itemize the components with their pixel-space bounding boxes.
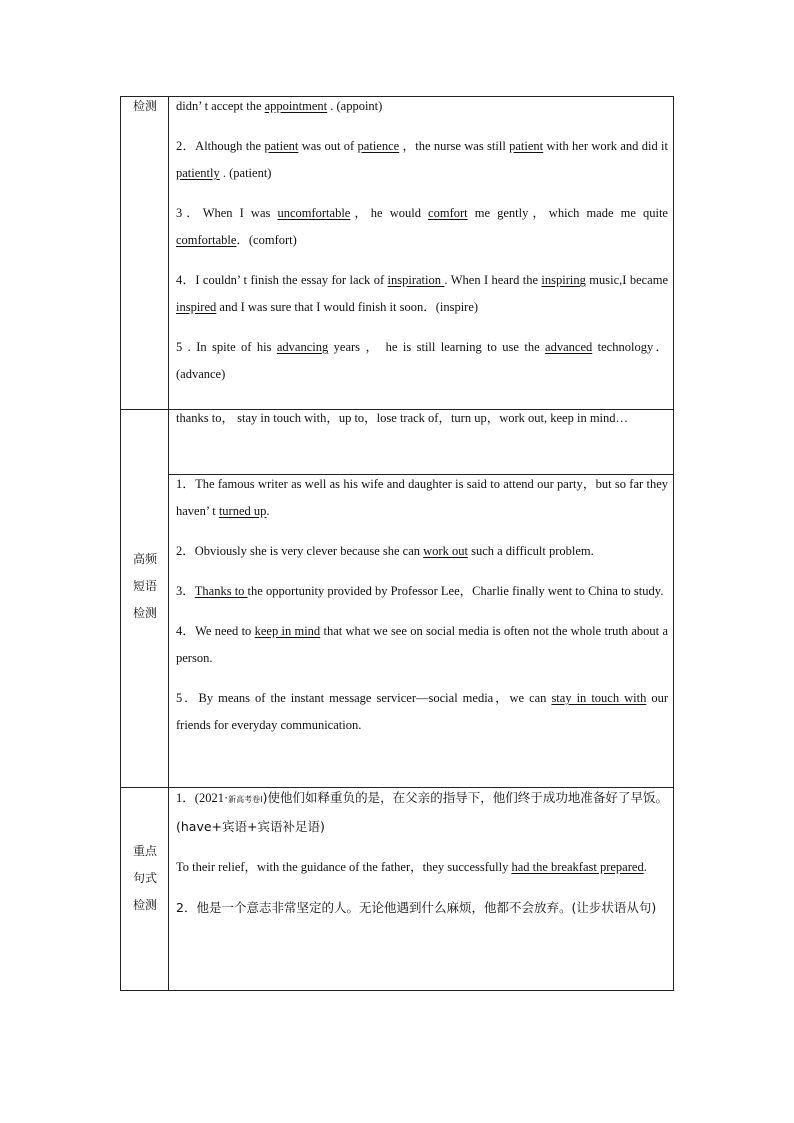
- source-tag: 新高考卷Ⅰ: [228, 795, 263, 804]
- section2-content: [176, 471, 668, 739]
- s1-answer: inspiring: [541, 273, 586, 287]
- s1-answer: patient: [509, 139, 544, 153]
- s3-item-1-cn: 1．(2021·新高考卷Ⅰ)使他们如释重负的是，在父亲的指导下，他们终于成功地准备好了早饭。(have+宾语+宾语补足语): [176, 790, 668, 834]
- s2-item-3: 4．We need to keep in mind that what we see on social media is often not the whole truth about a person.: [176, 624, 668, 665]
- s1-answer: inspiration: [387, 273, 445, 287]
- s2-item-2: 3．Thanks to the opportunity provided by Professor Lee，Charlie finally went to China to study.: [176, 584, 664, 598]
- s1-answer: uncomfortable: [277, 206, 351, 220]
- s1-answer: patient: [264, 139, 299, 153]
- s1-item-4: 5 . In spite of his advancing years ， he is still learning to use the advanced technology．(advance): [176, 340, 668, 381]
- section3-content: [176, 784, 668, 921]
- section2-label: 高频 短语 检测: [132, 552, 157, 620]
- worksheet-table: [120, 96, 674, 991]
- s1-item-3: 4．I couldn’ t finish the essay for lack of inspiration . When I heard the inspiring music,I became inspired and I was sure that I would finish it soon．(inspire): [176, 273, 669, 314]
- s1-answer: comfortable: [176, 233, 237, 247]
- s2-answer-1: work out: [423, 544, 468, 558]
- s1-answer: advancing: [276, 340, 329, 354]
- s2-item-1: 2．Obviously she is very clever because she can work out such a difficult problem.: [176, 544, 594, 558]
- s1-item-2: 3．When I was uncomfortable，he would comfort me gently，which made me quite comfortable．(comfort): [176, 206, 668, 247]
- section1-label: 检测: [132, 99, 157, 113]
- s2-item-0: 1．The famous writer as well as his wife and daughter is said to attend our party，but so far they haven’ t turned up.: [176, 477, 668, 518]
- s2-item-4: 5．By means of the instant message servicer—social media，we can stay in touch with our friends for everyday communication.: [176, 691, 668, 732]
- phrase-bank: thanks to， stay in touch with，up to，lose track of，turn up，work out, keep in mind…: [176, 411, 629, 425]
- s1-item-0: didn’ t accept the appointment . (appoint): [176, 99, 383, 113]
- s1-answer: patiently: [176, 166, 220, 180]
- section1-content: [176, 93, 668, 388]
- s3-answer-1: had the breakfast prepared: [511, 860, 644, 874]
- s3-item-2-cn: 2．他是一个意志非常坚定的人。无论他遇到什么麻烦，他都不会放弃。(让步状语从句): [176, 900, 657, 915]
- s2-answer-2: Thanks to: [194, 584, 248, 598]
- s1-answer: comfort: [428, 206, 468, 220]
- s1-item-1: 2．Although the patient was out of patience ，the nurse was still patient with her work and did it patiently . (patient): [176, 139, 669, 180]
- s1-answer: advanced: [545, 340, 593, 354]
- s2-answer-3: keep in mind: [254, 624, 321, 638]
- s2-answer-4: stay in touch with: [551, 691, 647, 705]
- s1-answer-0: appointment: [264, 99, 328, 113]
- s1-answer: inspired: [176, 300, 217, 314]
- s3-item-1-en: To their relief，with the guidance of the father，they successfully had the breakfast prepared.: [176, 860, 647, 874]
- s2-answer-0: turned up: [218, 504, 267, 518]
- section3-label: 重点 句式 检测: [132, 844, 157, 912]
- s1-answer: patience: [357, 139, 400, 153]
